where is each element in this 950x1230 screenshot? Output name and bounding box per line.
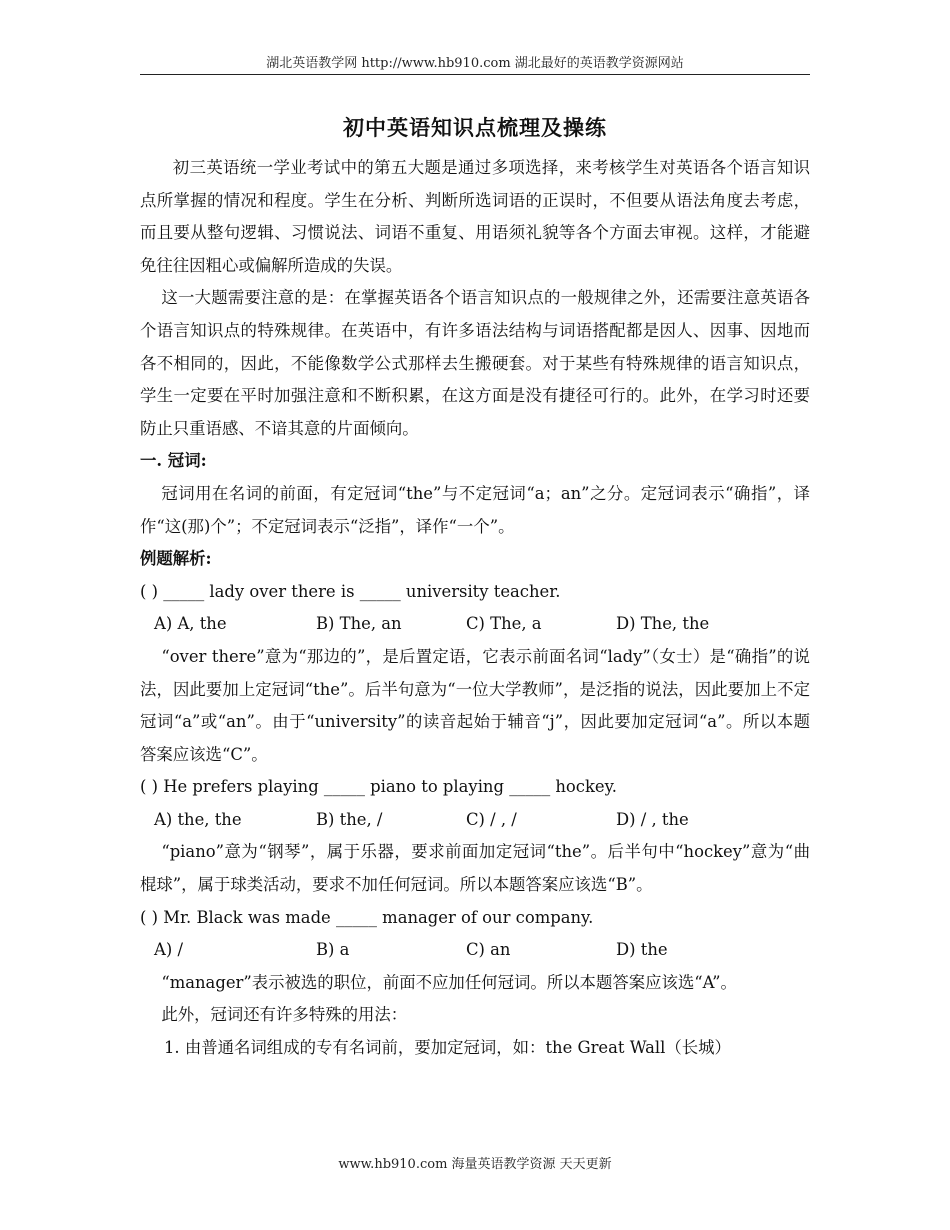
question-1-option-d: D) The, the	[616, 614, 710, 634]
document-body	[140, 152, 810, 1065]
question-3-stem: ( ) Mr. Black was made _____ manager of our company.	[140, 907, 594, 927]
question-1-option-b: B) The, an	[316, 614, 402, 634]
question-2-option-a: A) the, the	[154, 809, 242, 829]
page-footer: www.hb910.com 海量英语教学资源 天天更新	[338, 1157, 612, 1172]
question-1-option-a: A) A, the	[154, 614, 227, 634]
question-2-option-d: D) / , the	[616, 809, 689, 829]
section-description: 冠词用在名词的前面，有定冠词“the”与不定冠词“a；an”之分。定冠词表示“确指”，译作“这(那)个”；不定冠词表示“泛指”，译作“一个”。	[140, 483, 810, 536]
header-divider	[140, 74, 810, 75]
question-3-explanation: “manager”表示被选的职位，前面不应加任何冠词。所以本题答案应该选“A”。	[161, 972, 737, 992]
special-usage-intro: 此外，冠词还有许多特殊的用法：	[161, 1005, 408, 1025]
question-2-explanation: “piano”意为“钢琴”，属于乐器，要求前面加定冠词“the”。后半句中“hockey”意为“曲棍球”，属于球类活动，要求不加任何冠词。所以本题答案应该选“B”。	[140, 842, 810, 895]
page-header: 湖北英语教学网 http://www.hb910.com 湖北最好的英语教学资源网站	[266, 56, 684, 71]
question-3-option-d: D) the	[616, 940, 668, 960]
section-heading-articles: 一. 冠词:	[140, 451, 207, 471]
intro-paragraph-1: 初三英语统一学业考试中的第五大题是通过多项选择，来考核学生对英语各个语言知识点所掌握的情况和程度。学生在分析、判断所选词语的正误时，不但要从语法角度去考虑，而且要从整句逻辑、习惯说法、词语不重复、用语须礼貌等各个方面去审视。这样，才能避免往往因粗心或偏解所造成的失误。	[140, 158, 810, 275]
question-1-options	[140, 608, 810, 641]
special-usage-item-1: 1. 由普通名词组成的专有名词前，要加定冠词，如：the Great Wall（长城）	[164, 1038, 731, 1058]
question-3-option-a: A) /	[154, 940, 183, 960]
question-1-stem: ( ) _____ lady over there is _____ university teacher.	[140, 581, 561, 601]
question-2-option-c: C) / , /	[466, 809, 517, 829]
question-1-explanation: “over there”意为“那边的”，是后置定语，它表示前面名词“lady”（女士）是“确指”的说法，因此要加上定冠词“the”。后半句意为“一位大学教师”，是泛指的说法，因此要加上不定冠词“a”或“an”。由于“university”的读音起始于辅音“j”，因此要加定冠词“a”。所以本题答案应该选“C”。	[140, 646, 810, 764]
question-2-option-b: B) the, /	[316, 809, 383, 829]
question-2-options	[140, 804, 810, 837]
question-3-options	[140, 934, 810, 967]
page-title: 初中英语知识点梳理及操练	[343, 115, 607, 140]
question-2-stem: ( ) He prefers playing _____ piano to playing _____ hockey.	[140, 777, 617, 797]
question-1-option-c: C) The, a	[466, 614, 542, 634]
intro-paragraph-2: 这一大题需要注意的是：在掌握英语各个语言知识点的一般规律之外，还需要注意英语各个语言知识点的特殊规律。在英语中，有许多语法结构与词语搭配都是因人、因事、因地而各不相同的，因此，不能像数学公式那样去生搬硬套。对于某些有特殊规律的语言知识点，学生一定要在平时加强注意和不断积累，在这方面是没有捷径可行的。此外，在学习时还要防止只重语感、不谙其意的片面倾向。	[140, 288, 810, 438]
examples-heading: 例题解析:	[140, 549, 212, 569]
question-3-option-b: B) a	[316, 940, 350, 960]
question-3-option-c: C) an	[466, 940, 511, 960]
